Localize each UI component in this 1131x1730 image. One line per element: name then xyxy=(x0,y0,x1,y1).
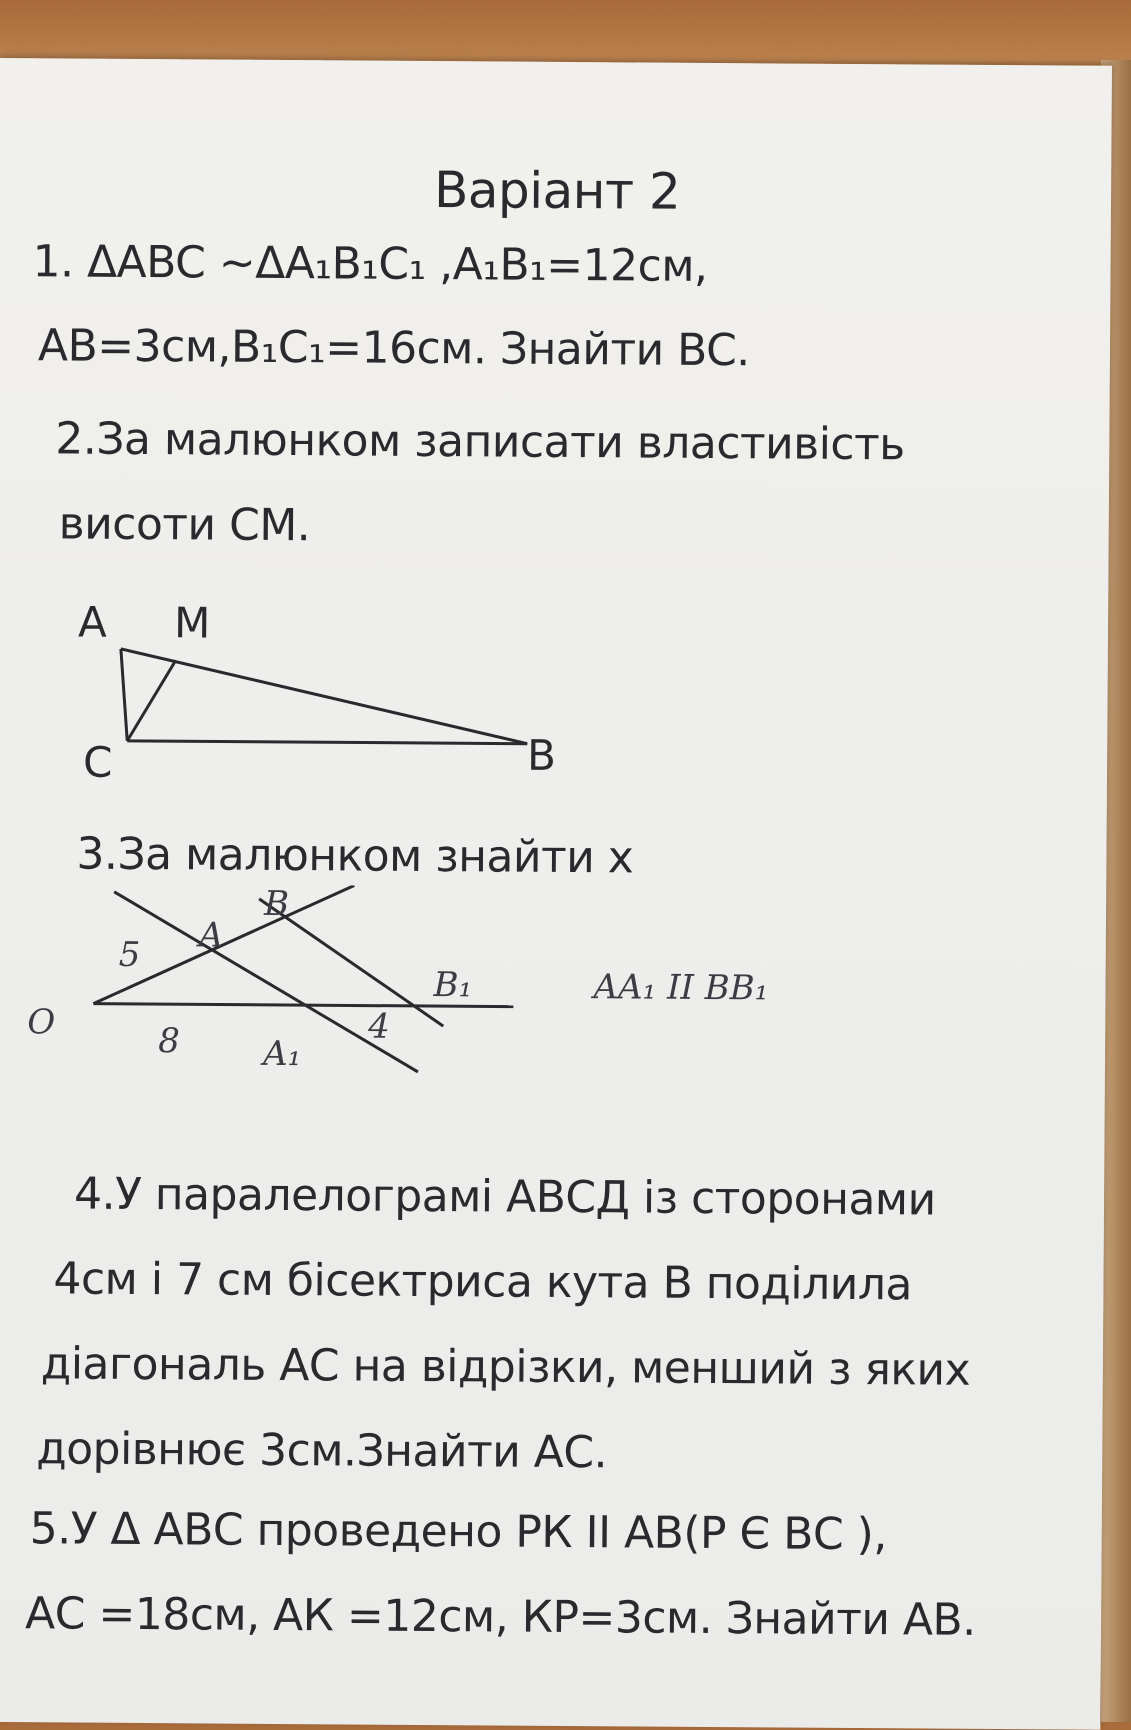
task2-line1: 2.За малюнком записати властивість xyxy=(55,413,905,471)
handwritten-5: 5 xyxy=(118,934,141,976)
handwritten-point-b1: B₁ xyxy=(433,965,473,1006)
handwritten-point-a: A xyxy=(198,915,224,956)
label-c: C xyxy=(82,737,113,787)
task4-line3: діагональ АС на відрізки, менший з яких xyxy=(40,1338,971,1396)
task1-line1: 1. ΔABC ~ΔA₁B₁C₁ ,A₁B₁=12см, xyxy=(32,236,708,292)
altitude-cm xyxy=(127,660,176,741)
task3-figure xyxy=(13,883,655,1117)
handwritten-o: O xyxy=(27,1002,56,1043)
task1-line2: AB=3см,B₁C₁=16см. Знайти BC. xyxy=(37,320,750,377)
task5-line1: 5.У Δ АВС проведено РК II АВ(Р Є ВС ), xyxy=(29,1503,887,1561)
label-a: A xyxy=(77,597,107,647)
task4-line2: 4см і 7 см бісектриса кута В поділила xyxy=(53,1253,913,1311)
task5-line2: АС =18см, АК =12см, КР=3см. Знайти АВ. xyxy=(24,1588,976,1646)
handwritten-8: 8 xyxy=(158,1021,180,1062)
task4-line1: 4.У паралелограмі АВСД із сторонами xyxy=(73,1168,936,1226)
handwritten-4: 4 xyxy=(368,1006,391,1047)
task2-triangle-figure xyxy=(55,588,617,812)
variant-title: Варіант 2 xyxy=(433,161,681,221)
worksheet-paper xyxy=(0,58,1112,1730)
task2-line2: висоти CM. xyxy=(58,498,311,552)
side-ac xyxy=(120,649,128,741)
label-m: M xyxy=(173,598,211,648)
handwritten-parallel-condition: AA₁ II BB₁ xyxy=(593,967,769,1009)
side-ab xyxy=(120,649,528,744)
handwritten-point-b: B xyxy=(263,883,290,925)
task3-line1: 3.За малюнком знайти x xyxy=(76,828,634,884)
label-b: B xyxy=(526,730,557,780)
handwritten-point-a1: A₁ xyxy=(262,1033,302,1075)
task4-line4: дорівнює 3см.Знайти АС. xyxy=(36,1423,608,1479)
side-cb xyxy=(127,741,527,744)
